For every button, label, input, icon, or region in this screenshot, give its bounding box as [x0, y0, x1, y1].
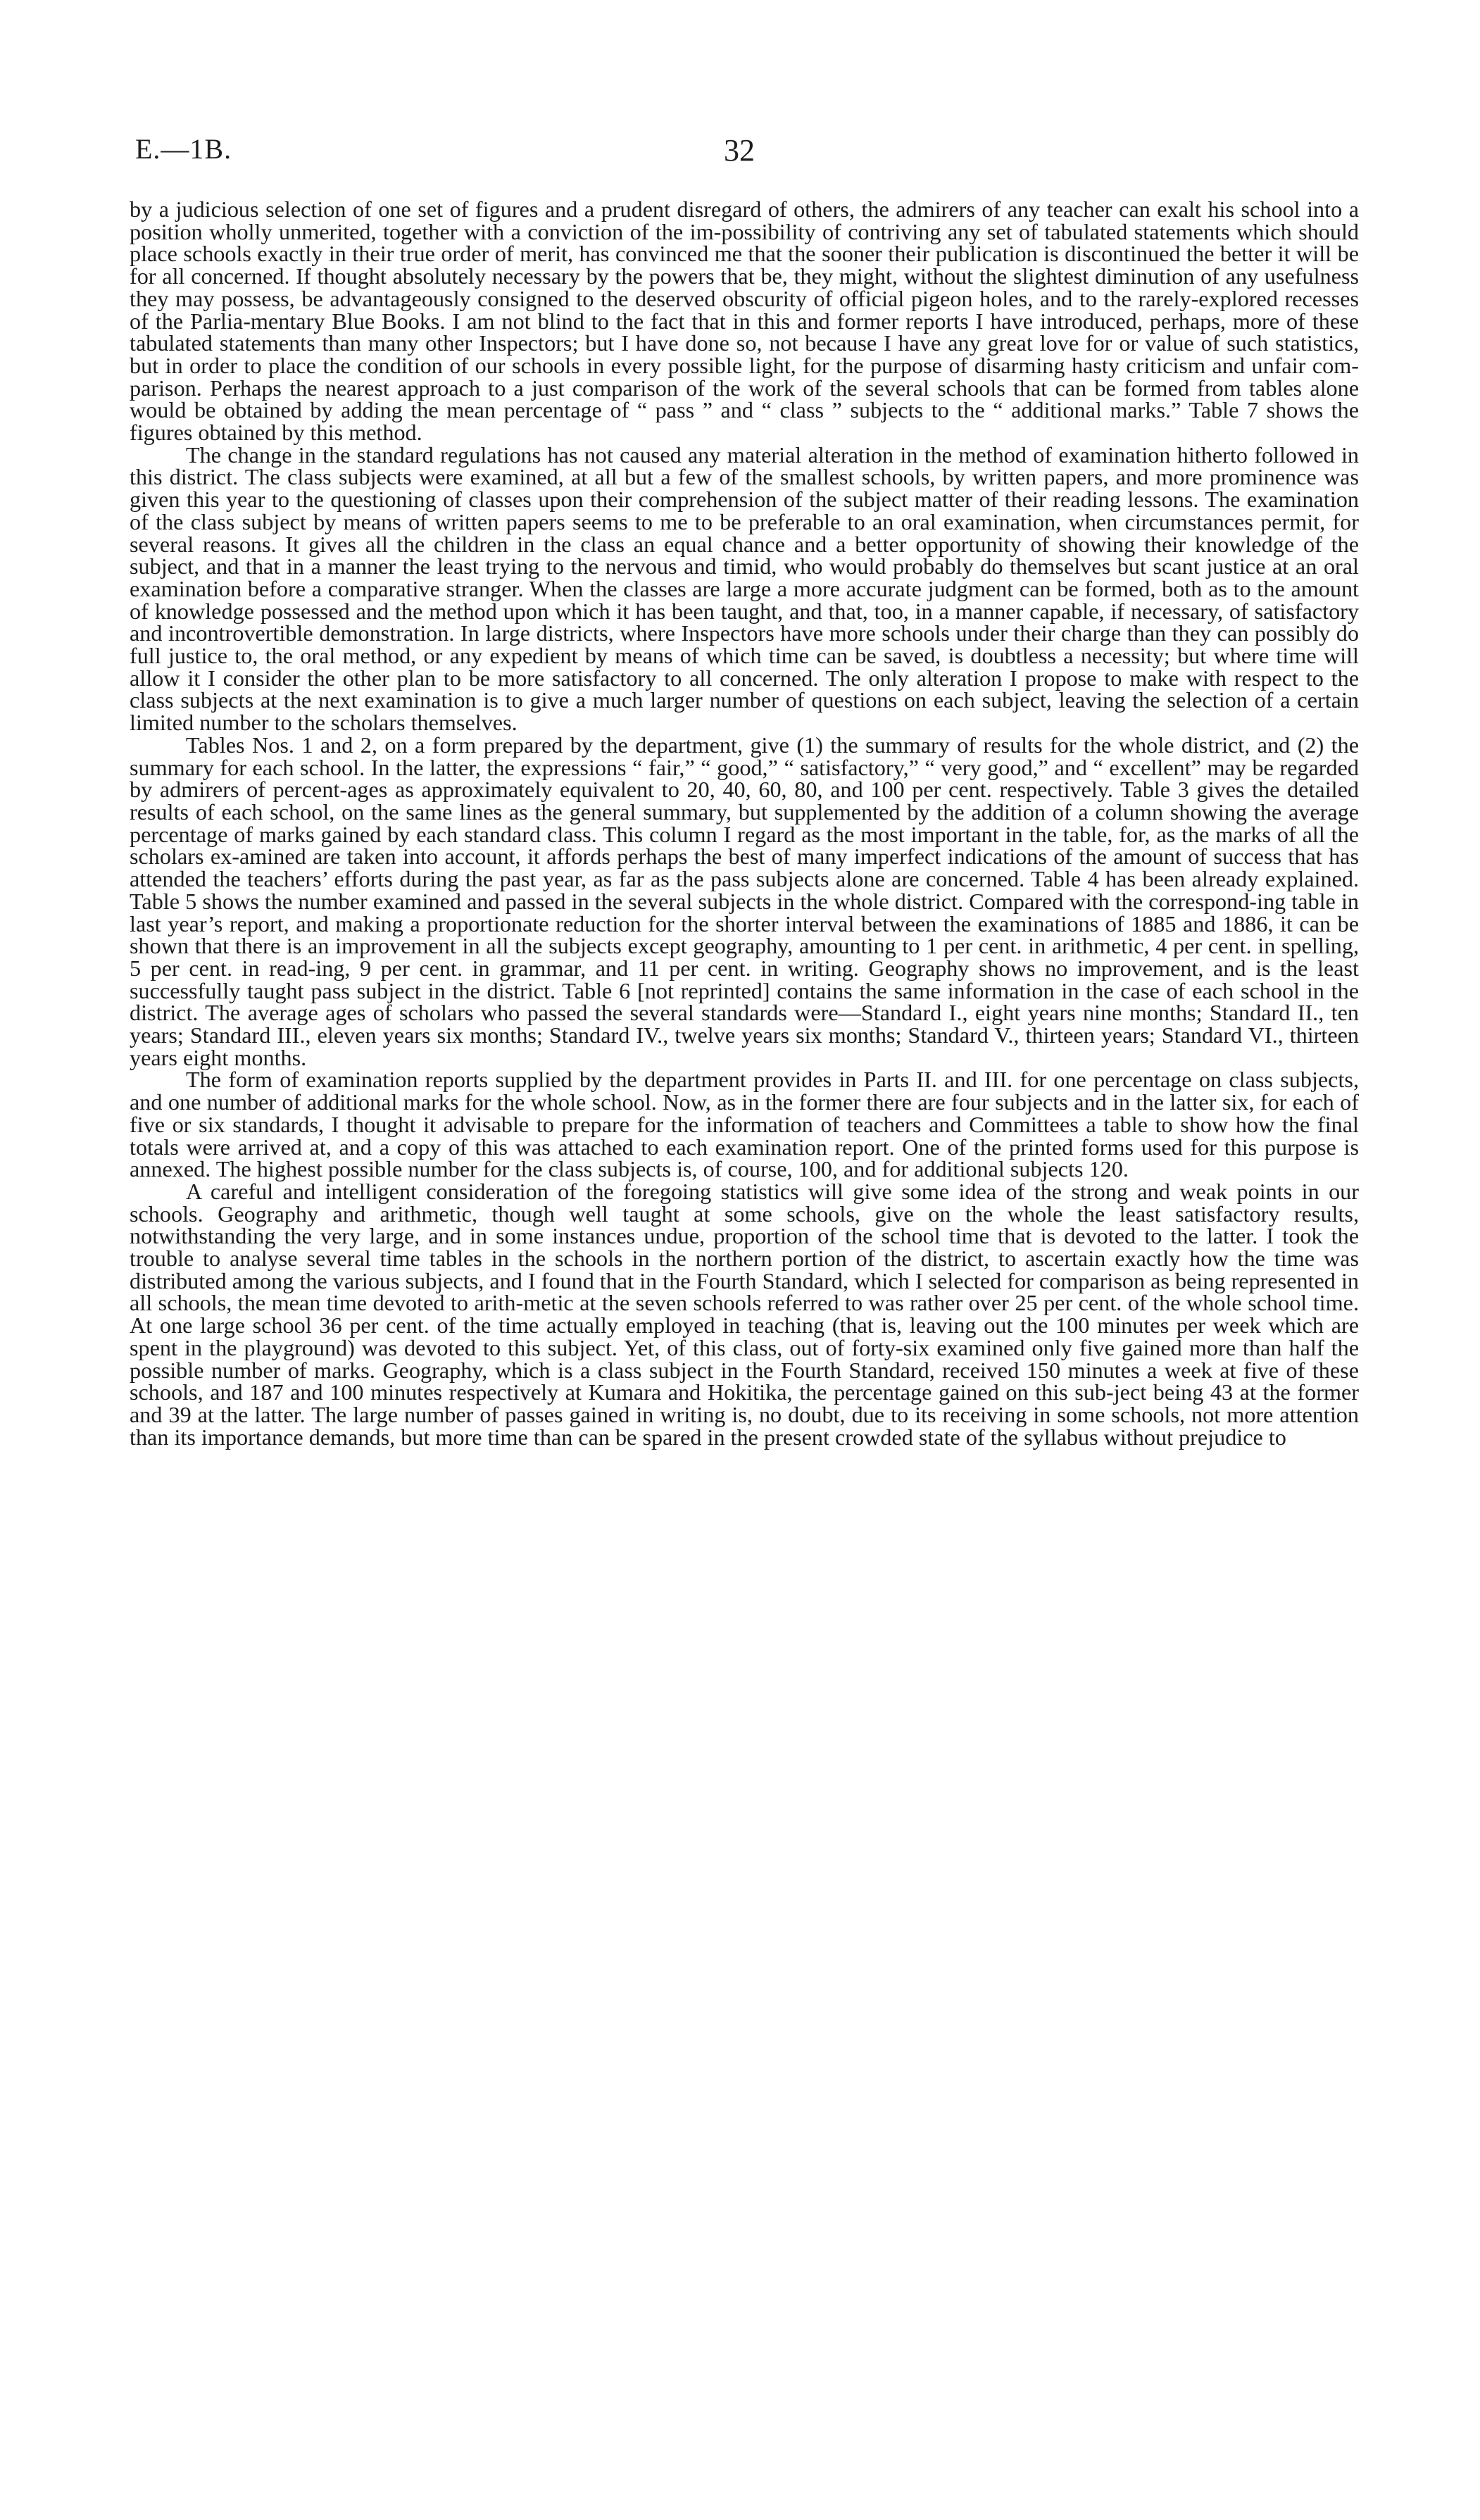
paragraph: Tables Nos. 1 and 2, on a form prepared by the department, give (1) the summary of results for the whole district, and (2) the summary for each school. In the latter, the expressions “ fair,” “ good,” “ satisfactory,” “ very good,” and “ excellent” may be regarded by admirers of percent-ages as approximately equivalent to 20, 40, 60, 80, and 100 per cent. respectively. Table 3 gives the detailed results of each school, on the same lines as the general summary, but supplemented by the addition of a column showing the average percentage of marks gained by each standard class. This column I regard as the most important in the table, for, as the marks of all the scholars ex-amined are taken into account, it affords perhaps the best of many imperfect indications of the amount of success that has attended the teachers’ efforts during the past year, as far as the pass subjects alone are concerned. Table 4 has been already explained. Table 5 shows the number examined and passed in the several subjects in the whole district. Compared with the correspond-ing table in last year’s report, and making a proportionate reduction for the shorter interval between the examinations of 1885 and 1886, it can be shown that there is an improvement in all the subjects except geography, amounting to 1 per cent. in arithmetic, 4 per cent. in spelling, 5 per cent. in read-ing, 9 per cent. in grammar, and 11 per cent. in writing. Geography shows no improvement, and is the least successfully taught pass subject in the district. Table 6 [not reprinted] contains the same information in the case of each school in the district. The average ages of scholars who passed the several standards were—Standard I., eight years nine months; Standard II., ten years; Standard III., eleven years six months; Standard IV., twelve years six months; Standard V., thirteen years; Standard VI., thirteen years eight months.	[130, 732, 1359, 1070]
page-header	[135, 132, 1363, 175]
report-body	[130, 196, 1359, 1450]
paragraph: The form of examination reports supplied by the department provides in Parts II. and III. for one percentage on class subjects, and one number of additional marks for the whole school. Now, as in the former there are four subjects and in the latter six, for each of five or six standards, I thought it advisable to prepare for the information of teachers and Committees a table to show how the final totals were arrived at, and a copy of this was attached to each examination report. One of the printed forms used for this purpose is annexed. The highest possible number for the class subjects is, of course, 100, and for additional subjects 120.	[130, 1067, 1359, 1182]
paragraph-continued: by a judicious selection of one set of figures and a prudent disregard of others, the admirers of any teacher can exalt his school into a position wholly unmerited, together with a conviction of the im-possibility of contriving any set of tabulated statements which should place schools exactly in their true order of merit, has convinced me that the sooner their publication is discontinued the better it will be for all concerned. If thought absolutely necessary by the powers that be, they might, without the slightest diminution of any usefulness they may possess, be advantageously consigned to the deserved obscurity of official pigeon holes, and to the rarely-explored recesses of the Parlia-mentary Blue Books. I am not blind to the fact that in this and former reports I have introduced, perhaps, more of these tabulated statements than many other Inspectors; but I have done so, not because I have any great love for or value of such statistics, but in order to place the condition of our schools in every possible light, for the purpose of disarming hasty criticism and unfair com-parison. Perhaps the nearest approach to a just comparison of the work of the several schools that can be formed from tables alone would be obtained by adding the mean percentage of “ pass ” and “ class ” subjects to the “ additional marks.” Table 7 shows the figures obtained by this method.	[130, 196, 1359, 446]
paragraph: The change in the standard regulations has not caused any material alteration in the method of examination hitherto followed in this district. The class subjects were examined, at all but a few of the smallest schools, by written papers, and more prominence was given this year to the questioning of classes upon their comprehension of the subject matter of their reading lessons. The examination of the class subject by means of written papers seems to me to be preferable to an oral examination, when circumstances permit, for several reasons. It gives all the children in the class an equal chance and a better opportunity of showing their knowledge of the subject, and that in a manner the least trying to the nervous and timid, who would probably do themselves but scant justice at an oral examination before a comparative stranger. When the classes are large a more accurate judgment can be formed, both as to the amount of knowledge possessed and the method upon which it has been taught, and that, too, in a manner capable, if necessary, of satisfactory and incontrovertible demonstration. In large districts, where Inspectors have more schools under their charge than they can possibly do full justice to, the oral method, or any expedient by means of which time can be saved, is doubtless a necessity; but where time will allow it I consider the other plan to be more satisfactory to all concerned. The only alteration I propose to make with respect to the class subjects at the next examination is to give a much larger number of questions on each subject, leaving the selection of a certain limited number to the scholars themselves.	[130, 441, 1359, 736]
document-reference: E.—1B.	[135, 133, 232, 165]
paragraph: A careful and intelligent consideration of the foregoing statistics will give some idea of the strong and weak points in our schools. Geography and arithmetic, though well taught at some schools, give on the whole the least satisfactory results, notwithstanding the very large, and in some instances undue, proportion of the school time that is devoted to the latter. I took the trouble to analyse several time tables in the schools in the northern portion of the district, to ascertain exactly how the time was distributed among the various subjects, and I found that in the Fourth Standard, which I selected for comparison as being represented in all schools, the mean time devoted to arith-metic at the seven schools referred to was rather over 25 per cent. of the whole school time. At one large school 36 per cent. of the time actually employed in teaching (that is, leaving out the 100 minutes per week which are spent in the playground) was devoted to this subject. Yet, of this class, out of forty-six examined only five gained more than half the possible number of marks. Geography, which is a class subject in the Fourth Standard, received 150 minutes a week at five of these schools, and 187 and 100 minutes respectively at Kumara and Hokitika, the percentage gained on this sub-ject being 43 at the former and 39 at the latter. The large number of passes gained in writing is, no doubt, due to its receiving in some schools, not more attention than its importance demands, but more time than can be spared in the present crowded state of the syllabus without prejudice to	[130, 1178, 1359, 1450]
page-number: 32	[724, 133, 755, 168]
